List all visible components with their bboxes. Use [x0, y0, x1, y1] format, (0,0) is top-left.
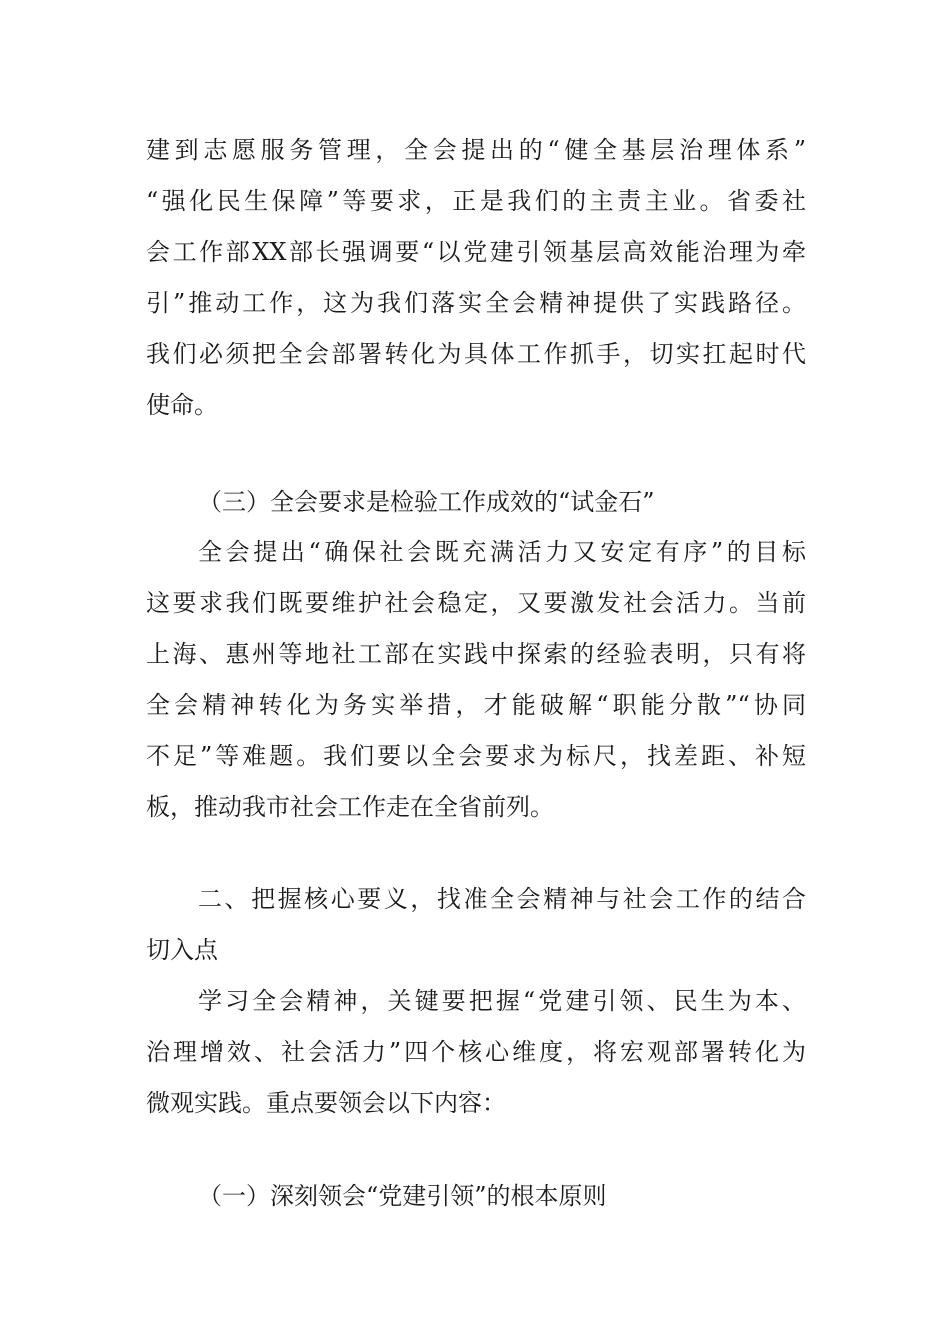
paragraph-line: 建到志愿服务管理，全会提出的“健全基层治理体系” — [146, 136, 806, 164]
paragraph-line: 使命。 — [146, 391, 218, 419]
paragraph-line: 微观实践。重点要领会以下内容： — [146, 1089, 506, 1117]
paragraph-line: 会工作部XX部长强调要“以党建引领基层高效能治理为牵 — [146, 238, 806, 266]
section-heading: 切入点 — [146, 936, 218, 964]
paragraph-line: 治理增效、社会活力”四个核心维度，将宏观部署转化为 — [146, 1038, 806, 1066]
paragraph-line: 不足”等难题。我们要以全会要求为标尺，找差距、补短 — [146, 742, 806, 770]
subsection-heading: （一）深刻领会“党建引领”的根本原则 — [198, 1182, 607, 1210]
paragraph-line: 板，推动我市社会工作走在全省前列。 — [146, 793, 554, 821]
paragraph-line: “强化民生保障”等要求，正是我们的主责主业。省委社 — [146, 187, 806, 215]
paragraph-line: 全会精神转化为务实举措，才能破解“职能分散”“协同 — [146, 691, 806, 719]
paragraph-line: 上海、惠州等地社工部在实践中探索的经验表明，只有将 — [146, 640, 806, 668]
section-heading: 二、把握核心要义，找准全会精神与社会工作的结合 — [198, 885, 806, 913]
paragraph-line: 我们必须把全会部署转化为具体工作抓手，切实扛起时代 — [146, 340, 806, 368]
paragraph-line: 这要求我们既要维护社会稳定，又要激发社会活力。当前 — [146, 589, 806, 617]
paragraph-line: 全会提出“确保社会既充满活力又安定有序”的目标 — [198, 538, 806, 566]
subsection-heading: （三）全会要求是检验工作成效的“试金石” — [198, 488, 655, 516]
paragraph-line: 学习全会精神，关键要把握“党建引领、民生为本、 — [198, 987, 806, 1015]
paragraph-line: 引”推动工作，这为我们落实全会精神提供了实践路径。 — [146, 289, 806, 317]
